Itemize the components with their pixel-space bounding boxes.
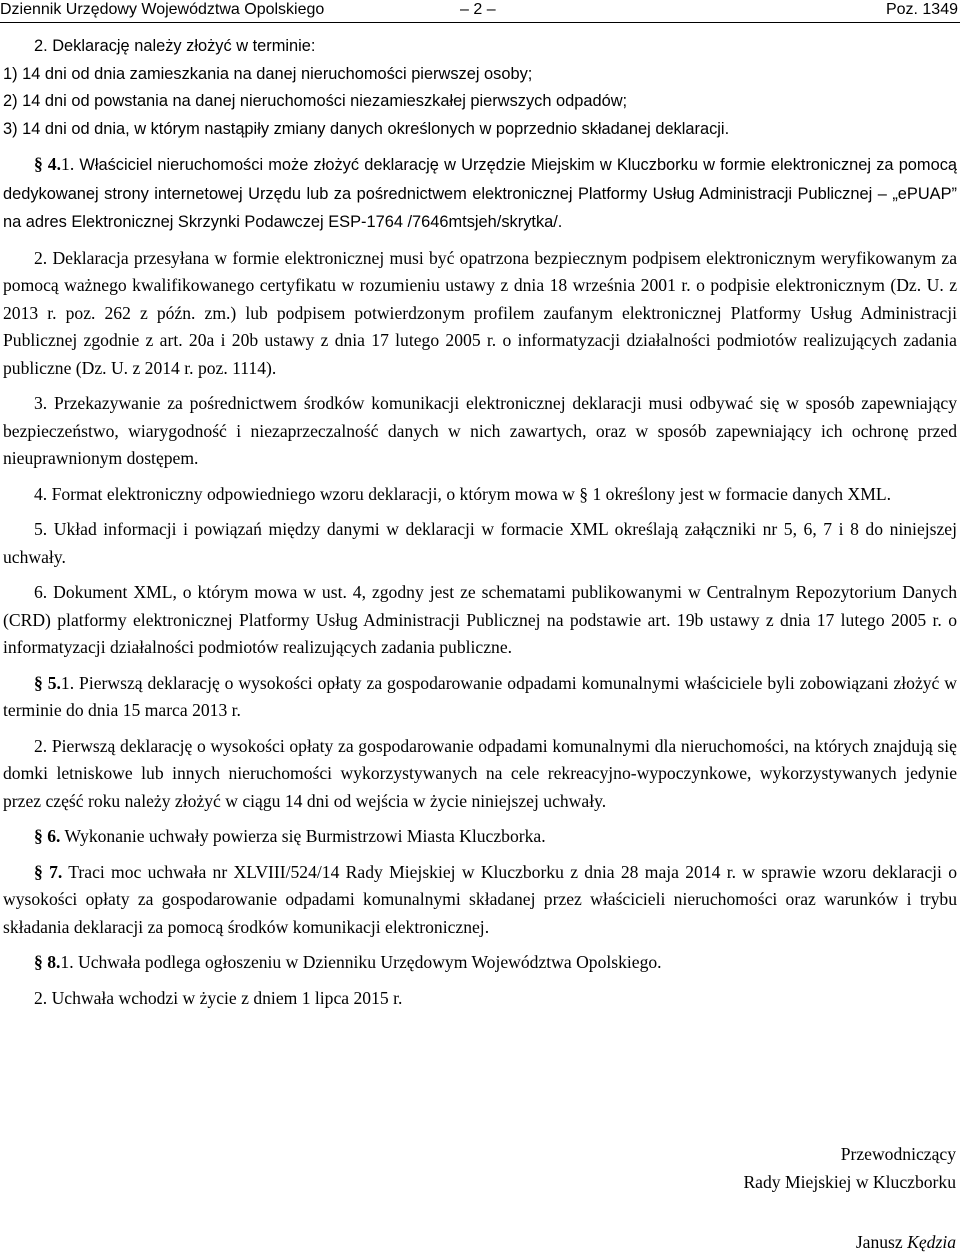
par4-item-6: 6. Dokument XML, o którym mowa w ust. 4, zgodny jest ze schematami publikowanymi w Centralnym Repozytorium Danych (CRD) platformy elektronicznej Platformy Usług Administracji Publicznej na podstawie art. 19b ustawy z dnia 17 lutego 2005 r. o informatyzacji działalności podmiotów realizujących zadania publiczne. bbox=[3, 582, 957, 657]
par3-item-2-point-3: 3) 14 dni od dnia, w którym nastąpiły zmiany danych określonych w poprzednio składanej deklaracji. bbox=[3, 119, 730, 138]
section-marker: § 6. bbox=[34, 826, 61, 846]
journal-title: Dziennik Urzędowy Województwa Opolskiego bbox=[0, 1, 325, 18]
signatory-surname: Kędzia bbox=[907, 1232, 956, 1252]
par3-item-2-point-2: 2) 14 dni od powstania na danej nieruchomości niezamieszkałej pierwszych odpadów; bbox=[3, 92, 628, 110]
document-body bbox=[3, 33, 957, 1012]
page-number: – 2 – bbox=[460, 1, 496, 18]
par5-item-2: 2. Pierwszą deklarację o wysokości opłaty za gospodarowanie odpadami komunalnymi dla nieruchomości, na których znajdują się domki letniskowe lub innych nieruchomości wykorzystywanych na cele rekreacyjno-wypoczynkowe, wykorzystywanych jedynie przez część roku należy złożyć w ciągu 14 dni od wejścia w życie niniejszej uchwały. bbox=[3, 735, 957, 811]
position-number: Poz. 1349 bbox=[885, 1, 958, 18]
par4-item-3: 3. Przekazywanie za pośrednictwem środków komunikacji elektronicznej deklaracji musi odbywać się w sposób zapewniający bezpieczeństwo, wiarygodność i niezaprzeczalność danych w nich zawartych, oraz w sposób zapewniający ich ochronę przed nieuprawnionym dostępem. bbox=[3, 393, 957, 468]
section-marker: § 7. bbox=[34, 861, 63, 882]
signature-title: Przewodniczący bbox=[840, 1144, 956, 1164]
page-header bbox=[0, 0, 960, 23]
par8-item-2: 2. Uchwała wchodzi w życie z dniem 1 lipca 2015 r. bbox=[34, 987, 403, 1008]
signature-body: Rady Miejskiej w Kluczborku bbox=[743, 1171, 956, 1192]
par7: § 7. Traci moc uchwała nr XLVIII/524/14 Rady Miejskiej w Kluczborku z dnia 28 maja 2014 r. w sprawie wzoru deklaracji o wysokości opłaty za gospodarowanie odpadami komunalnymi składanej przez właścicieli nieruchomości oraz warunków i trybu składania deklaracji za pomocą środków komunikacji elektronicznej. bbox=[3, 861, 958, 937]
section-marker: § 5. bbox=[34, 672, 61, 693]
signature-block bbox=[743, 1141, 956, 1257]
par4-item-1: § 4.1. Właściciel nieruchomości może złożyć deklarację w Urzędzie Miejskim w Kluczborku w formie elektronicznej za pomocą dedykowanej strony internetowej Urzędu lub za pośrednictwem elektronicznej Platformy Usług Administracji Publicznej – „ePUAP” na adres Elektronicznej Skrzynki Podawczej ESP-1764 /7646mtsjeh/skrytka/. bbox=[3, 154, 958, 231]
par3-item-2-intro: 2. Deklarację należy złożyć w terminie: bbox=[34, 37, 316, 55]
section-marker: § 8. bbox=[34, 952, 61, 972]
par3-item-2-point-1: 1) 14 dni od dnia zamieszkania na danej nieruchomości pierwszej osoby; bbox=[3, 64, 533, 83]
par4-item-4: 4. Format elektroniczny odpowiedniego wzoru deklaracji, o którym mowa w § 1 określony jest w formacie danych XML. bbox=[34, 483, 891, 504]
par4-item-2: 2. Deklaracja przesyłana w formie elektronicznej musi być opatrzona bezpiecznym podpisem elektronicznym weryfikowanym za pomocą ważnego kwalifikowanego certyfikatu w rozumieniu ustawy z dnia 18 września 2001 r. o podpisie elektronicznym (Dz. U. z 2013 r. poz. 262 z późn. zm.) lub podpisem potwierdzonym profilem zaufanym elektronicznej Platformy Usług Administracji Publicznej zgodnie z art. 20a i 20b ustawy z dnia 17 lutego 2005 r. o informatyzacji działalności podmiotów realizujących zadania publiczne (Dz. U. z 2014 r. poz. 1114). bbox=[3, 247, 957, 378]
par8-item-1: § 8.1. Uchwała podlega ogłoszeniu w Dzienniku Urzędowym Województwa Opolskiego. bbox=[34, 952, 662, 972]
par4-item-5: 5. Układ informacji i powiązań między danymi w deklaracji w formacie XML określają załączniki nr 5, 6, 7 i 8 do niniejszej uchwały. bbox=[3, 519, 957, 567]
par5-item-1: § 5.1. Pierwszą deklarację o wysokości opłaty za gospodarowanie odpadami komunalnymi właściciele byli zobowiązani złożyć w terminie do dnia 15 marca 2013 r. bbox=[3, 672, 957, 720]
section-marker: § 4. bbox=[34, 154, 62, 174]
par6: § 6. Wykonanie uchwały powierza się Burmistrzowi Miasta Kluczborka. bbox=[34, 826, 546, 846]
signatory-first-name: Janusz bbox=[855, 1232, 903, 1252]
